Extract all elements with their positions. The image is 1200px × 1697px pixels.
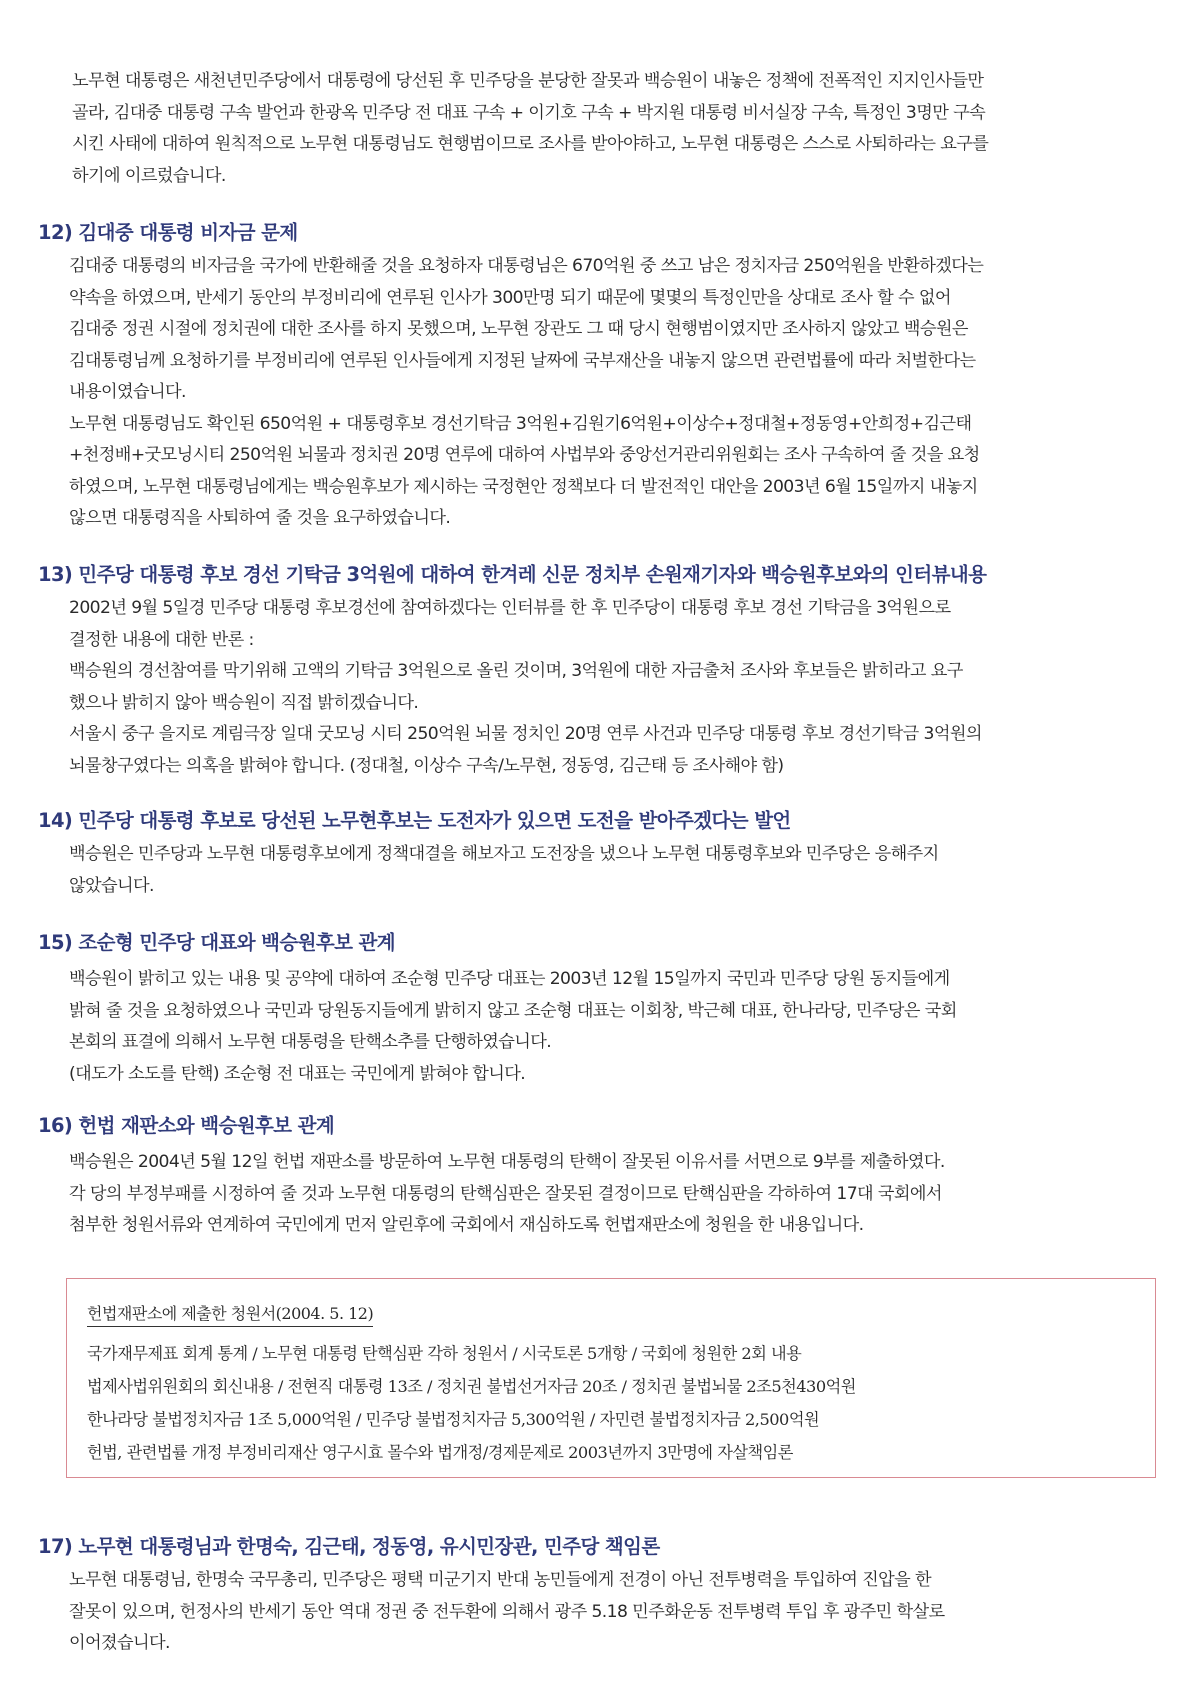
petition-line: 법제사법위원회의 회신내용 / 전현직 대통령 13조 / 정치권 불법선거자금 20조 / 정치권 불법뇌물 2조5천430억원 bbox=[87, 1377, 856, 1396]
section-body bbox=[69, 593, 986, 782]
section-17 bbox=[38, 1532, 945, 1660]
text-line: 했으나 밝히지 않아 백승원이 직접 밝히겠습니다. bbox=[69, 692, 419, 713]
petition-box-title: 헌법재판소에 제출한 청원서(2004. 5. 12) bbox=[87, 1301, 373, 1327]
text-line: 백승원이 밝히고 있는 내용 및 공약에 대하여 조순형 민주당 대표는 2003년 12월 15일까지 국민과 민주당 당원 동지들에게 bbox=[69, 969, 950, 989]
section-heading: 14) 민주당 대통령 후보로 당선된 노무현후보는 도전자가 있으면 도전을 받아주겠다는 발언 bbox=[38, 809, 791, 832]
text-line: 뇌물창구였다는 의혹을 밝혀야 합니다. (정대철, 이상수 구속/노무현, 정동영, 김근태 등 조사해야 함) bbox=[69, 755, 784, 776]
text-line: 잘못이 있으며, 헌정사의 반세기 동안 역대 정권 중 전두환에 의해서 광주 5.18 민주화운동 전투병력 투입 후 광주민 학살로 bbox=[69, 1601, 945, 1622]
section-body bbox=[69, 964, 957, 1090]
text-line: 첨부한 청원서류와 연계하여 국민에게 먼저 알린후에 국회에서 재심하도록 헌법재판소에 청원을 한 내용입니다. bbox=[69, 1215, 864, 1235]
section-heading: 17) 노무현 대통령님과 한명숙, 김근태, 정동영, 유시민장관, 민주당 책임론 bbox=[38, 1535, 660, 1558]
text-line: 백승원은 2004년 5월 12일 헌법 재판소를 방문하여 노무현 대통령의 탄핵이 잘못된 이유서를 서면으로 9부를 제출하였다. bbox=[69, 1152, 945, 1172]
section-heading: 13) 민주당 대통령 후보 경선 기탁금 3억원에 대하여 한겨레 신문 정치부 손원재기자와 백승원후보와의 인터뷰내용 bbox=[38, 563, 987, 586]
text-line: 백승원은 민주당과 노무현 대통령후보에게 정책대결을 해보자고 도전장을 냈으나 노무현 대통령후보와 민주당은 응해주지 bbox=[69, 844, 939, 864]
text-line: (대도가 소도를 탄핵) 조순형 전 대표는 국민에게 밝혀야 합니다. bbox=[69, 1063, 526, 1084]
section-body bbox=[69, 251, 983, 535]
text-line: +천정배+굿모닝시티 250억원 뇌물과 정치권 20명 연루에 대하여 사법부와 중앙선거관리위원회는 조사 구속하여 줄 것을 요청 bbox=[69, 445, 980, 465]
section-heading: 15) 조순형 민주당 대표와 백승원후보 관계 bbox=[38, 931, 395, 954]
text-line: 시킨 사태에 대하여 원칙적으로 노무현 대통령님도 현행범이므로 조사를 받아야하고, 노무현 대통령은 스스로 사퇴하라는 요구를 bbox=[72, 134, 989, 154]
text-line: 하였으며, 노무현 대통령님에게는 백승원후보가 제시하는 국정현안 정책보다 더 발전적인 대안을 2003년 6월 15일까지 내놓지 bbox=[69, 476, 978, 497]
text-line: 하기에 이르렀습니다. bbox=[72, 165, 226, 186]
text-line: 약속을 하였으며, 반세기 동안의 부정비리에 연루된 인사가 300만명 되기 때문에 몇몇의 특정인만을 상대로 조사 할 수 없어 bbox=[69, 287, 951, 308]
text-line: 결정한 내용에 대한 반론 : bbox=[69, 629, 254, 650]
text-line: 않았습니다. bbox=[69, 875, 154, 896]
petition-box bbox=[66, 1278, 1156, 1478]
text-line: 본회의 표결에 의해서 노무현 대통령을 탄핵소추를 단행하였습니다. bbox=[69, 1032, 552, 1052]
text-line: 각 당의 부정부패를 시정하여 줄 것과 노무현 대통령의 탄핵심판은 잘못된 결정이므로 탄핵심판을 각하하여 17대 국회에서 bbox=[69, 1183, 942, 1204]
intro-paragraph bbox=[72, 66, 988, 192]
text-line: 않으면 대통령직을 사퇴하여 줄 것을 요구하였습니다. bbox=[69, 508, 451, 528]
section-12 bbox=[38, 218, 983, 535]
section-15 bbox=[38, 928, 957, 1090]
text-line: 이어졌습니다. bbox=[69, 1633, 170, 1653]
section-body bbox=[69, 1565, 945, 1660]
section-14 bbox=[38, 806, 939, 902]
text-line: 골라, 김대중 대통령 구속 발언과 한광옥 민주당 전 대표 구속 + 이기호 구속 + 박지원 대통령 비서실장 구속, 특정인 3명만 구속 bbox=[72, 102, 986, 123]
section-13 bbox=[38, 560, 986, 782]
text-line: 김대중 정권 시절에 정치권에 대한 조사를 하지 못했으며, 노무현 장관도 그 때 당시 현행범이였지만 조사하지 않았고 백승원은 bbox=[69, 319, 968, 339]
section-body bbox=[69, 1147, 945, 1242]
petition-line: 헌법, 관련법률 개정 부정비리재산 영구시효 몰수와 법개정/경제문제로 2003년까지 3만명에 자살책임론 bbox=[87, 1443, 793, 1462]
section-16 bbox=[38, 1111, 945, 1242]
petition-line: 국가재무제표 회계 통계 / 노무현 대통령 탄핵심판 각하 청원서 / 시국토론 5개항 / 국회에 청원한 2회 내용 bbox=[87, 1344, 802, 1363]
text-line: 김대통령님께 요청하기를 부정비리에 연루된 인사들에게 지정된 날짜에 국부재산을 내놓지 않으면 관련법률에 따라 처벌한다는 bbox=[69, 350, 976, 371]
section-heading: 12) 김대중 대통령 비자금 문제 bbox=[38, 221, 298, 244]
text-line: 노무현 대통령님도 확인된 650억원 + 대통령후보 경선기탁금 3억원+김원기6억원+이상수+정대철+정동영+안희정+김근태 bbox=[69, 413, 972, 434]
section-heading: 16) 헌법 재판소와 백승원후보 관계 bbox=[38, 1114, 335, 1137]
text-line: 밝혀 줄 것을 요청하였으나 국민과 당원동지들에게 밝히지 않고 조순형 대표는 이회창, 박근혜 대표, 한나라당, 민주당은 국회 bbox=[69, 1000, 957, 1021]
text-line: 백승원의 경선참여를 막기위해 고액의 기탁금 3억원으로 올린 것이며, 3억원에 대한 자금출처 조사와 후보들은 밝히라고 요구 bbox=[69, 661, 963, 681]
text-line: 내용이였습니다. bbox=[69, 382, 186, 402]
section-body bbox=[69, 839, 939, 902]
text-line: 2002년 9월 5일경 민주당 대통령 후보경선에 참여하겠다는 인터뷰를 한 후 민주당이 대통령 후보 경선 기탁금을 3억원으로 bbox=[69, 598, 951, 618]
text-line: 노무현 대통령님, 한명숙 국무총리, 민주당은 평택 미군기지 반대 농민들에게 전경이 아닌 전투병력을 투입하여 진압을 한 bbox=[69, 1570, 931, 1590]
text-line: 서울시 중구 을지로 계림극장 일대 굿모닝 시티 250억원 뇌물 정치인 20명 연루 사건과 민주당 대통령 후보 경선기탁금 3억원의 bbox=[69, 724, 982, 744]
text-line: 김대중 대통령의 비자금을 국가에 반환해줄 것을 요청하자 대통령님은 670억원 중 쓰고 남은 정치자금 250억원을 반환하겠다는 bbox=[69, 256, 984, 276]
petition-box-list bbox=[87, 1337, 856, 1469]
petition-line: 한나라당 불법정치자금 1조 5,000억원 / 민주당 불법정치자금 5,300억원 / 자민련 불법정치자금 2,500억원 bbox=[87, 1410, 820, 1429]
text-line: 노무현 대통령은 새천년민주당에서 대통령에 당선된 후 민주당을 분당한 잘못과 백승원이 내놓은 정책에 전폭적인 지지인사들만 bbox=[72, 71, 984, 91]
